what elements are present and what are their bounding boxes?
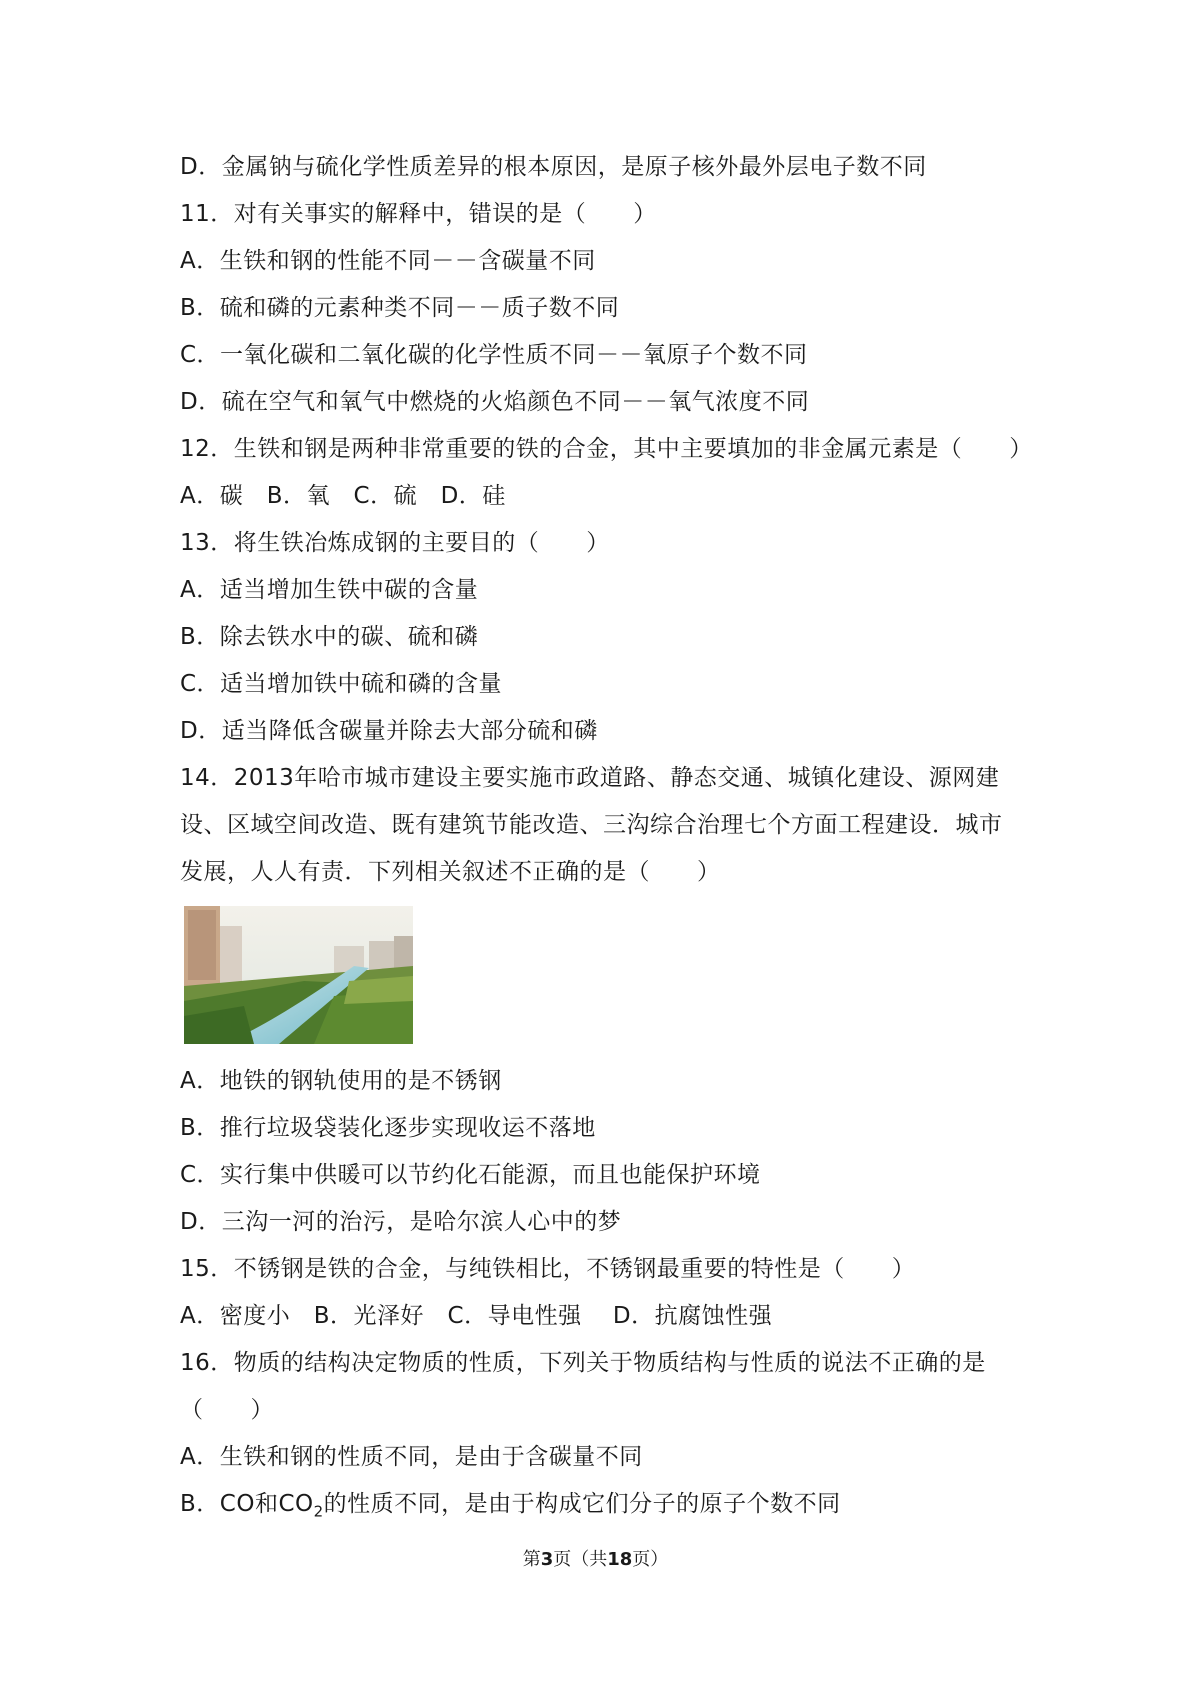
option-line: D．三沟一河的治污，是哈尔滨人心中的梦 [180,1209,622,1235]
question-13: 13．将生铁冶炼成钢的主要目的（ ） [180,530,610,556]
footer-total-pages: 18 [607,1549,633,1570]
option-line: A．密度小 B．光泽好 C．导电性强 D．抗腐蚀性强 [180,1303,773,1329]
option-line: A．地铁的钢轨使用的是不锈钢 [180,1068,502,1094]
question-12: 12．生铁和钢是两种非常重要的铁的合金，其中主要填加的非金属元素是（ ） [180,436,1033,462]
footer-pre: 第 [522,1549,541,1570]
city-river-photo [184,906,413,1044]
option-line: B．硫和磷的元素种类不同－－质子数不同 [180,295,620,321]
option-line: D．适当降低含碳量并除去大部分硫和磷 [180,718,598,744]
footer-page-number: 3 [540,1549,554,1570]
text-line: D．金属钠与硫化学性质差异的根本原因，是原子核外最外层电子数不同 [180,154,927,180]
footer-post: 页） [632,1549,669,1570]
option-line: C．实行集中供暖可以节约化石能源，而且也能保护环境 [180,1162,761,1188]
question-14: 14．2013年哈市城市建设主要实施市政道路、静态交通、城镇化建设、源网建 [180,765,1000,791]
option-line: C．适当增加铁中硫和磷的含量 [180,671,503,697]
option-line: A．碳 B．氧 C．硫 D．硅 [180,483,506,509]
option-line: A．生铁和钢的性质不同，是由于含碳量不同 [180,1444,643,1470]
option-line: B．除去铁水中的碳、硫和磷 [180,624,479,650]
option-line: B．推行垃圾袋装化逐步实现收运不落地 [180,1115,596,1141]
option-line: C．一氧化碳和二氧化碳的化学性质不同－－氧原子个数不同 [180,342,808,368]
footer-mid: 页（共 [553,1549,608,1570]
co2-suffix: 的性质不同，是由于构成它们分子的原子个数不同 [323,1491,841,1517]
question-11: 11．对有关事实的解释中，错误的是（ ） [180,201,657,227]
option-line-co2 [180,1489,841,1519]
co2-subscript: 2 [313,1502,324,1521]
option-line: A．适当增加生铁中碳的含量 [180,577,479,603]
option-line: A．生铁和钢的性能不同－－含碳量不同 [180,248,596,274]
question-14-cont: 设、区域空间改造、既有建筑节能改造、三沟综合治理七个方面工程建设．城市 [180,812,1003,838]
page-footer [0,1548,1191,1572]
question-14-cont: 发展，人人有责．下列相关叙述不正确的是（ ） [180,859,721,885]
co2-prefix: B．CO和CO [180,1491,314,1517]
option-line: D．硫在空气和氧气中燃烧的火焰颜色不同－－氧气浓度不同 [180,389,810,415]
question-15: 15．不锈钢是铁的合金，与纯铁相比，不锈钢最重要的特性是（ ） [180,1256,916,1282]
question-16-cont: （ ） [180,1397,274,1423]
question-16: 16．物质的结构决定物质的性质，下列关于物质结构与性质的说法不正确的是 [180,1350,986,1376]
